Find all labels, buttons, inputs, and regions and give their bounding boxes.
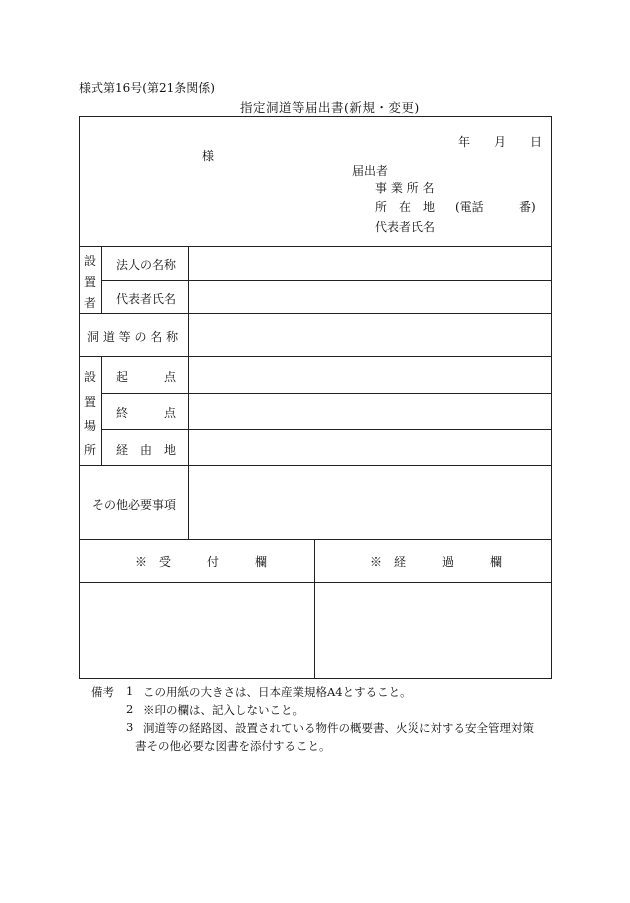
office-name-label: 事 業 所 名	[375, 181, 435, 195]
divider-box-head	[79, 582, 552, 583]
divider-other-end	[79, 539, 552, 540]
divider-header	[79, 246, 552, 247]
addressee-suffix: 様	[202, 149, 215, 163]
note-2-text: ※印の欄は、記入しないこと。	[143, 703, 304, 717]
note-3-text: 洞道等の経路図、設置されている物件の概要書、火災に対する安全管理対策	[143, 721, 534, 735]
end-point-label: 終 点	[116, 406, 177, 420]
phone-open: (電話	[455, 200, 484, 214]
location-label: 所 在 地	[375, 200, 436, 214]
divider-name-end	[79, 356, 552, 357]
divider-box-col	[314, 539, 315, 679]
divider-installer-end	[79, 313, 552, 314]
reception-label: ※ 受 付 欄	[135, 555, 268, 569]
divider-place-end	[79, 465, 552, 466]
date-month: 月	[494, 135, 507, 149]
form-title: 指定洞道等届出書(新規・変更)	[240, 100, 420, 115]
installer-group-char-1: 設	[84, 254, 97, 268]
divider-end	[101, 429, 552, 430]
installer-group-char-3: 者	[84, 296, 97, 310]
divider-installer-mid	[101, 280, 552, 281]
rep-name-label: 代表者氏名	[116, 292, 177, 306]
place-group-char-1: 設	[84, 370, 97, 384]
progress-label: ※ 経 過 欄	[370, 555, 503, 569]
form-number: 様式第16号(第21条関係)	[79, 81, 215, 95]
place-group-char-4: 所	[84, 443, 97, 457]
note-3-num: 3	[126, 720, 134, 734]
date-year: 年	[458, 135, 471, 149]
divider-start	[101, 393, 552, 394]
note-2-num: 2	[126, 702, 134, 716]
note-1-text: この用紙の大きさは、日本産業規格A4とすること。	[143, 685, 412, 699]
phone-close: 番)	[519, 200, 536, 214]
divider-label-col	[188, 246, 189, 539]
installer-group-char-2: 置	[84, 275, 97, 289]
note-3-continuation: 書その他必要な図書を添付すること。	[135, 739, 331, 753]
tunnel-name-label: 洞 道 等 の 名 称	[87, 330, 179, 344]
other-matters-label: その他必要事項	[92, 498, 177, 512]
place-group-char-2: 置	[84, 395, 97, 409]
date-day: 日	[530, 135, 543, 149]
via-label: 経 由 地	[116, 443, 177, 457]
note-1-num: 1	[126, 684, 134, 698]
divider-group-col-place	[101, 356, 102, 465]
divider-group-col	[101, 246, 102, 313]
representative-label: 代表者氏名	[375, 220, 436, 234]
notifier-label: 届出者	[352, 164, 389, 178]
notes-heading: 備考	[91, 685, 114, 699]
place-group-char-3: 場	[84, 419, 97, 433]
start-point-label: 起 点	[116, 370, 177, 384]
corp-name-label: 法人の名称	[116, 258, 177, 272]
